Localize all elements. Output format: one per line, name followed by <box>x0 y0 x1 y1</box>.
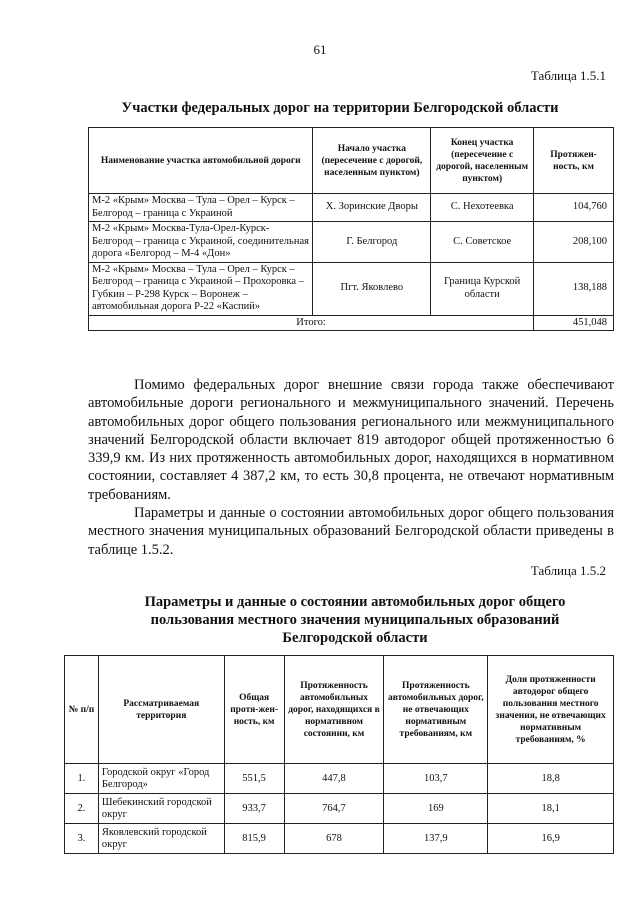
table-1-title: Участки федеральных дорог на территории Белгородской области <box>121 100 559 116</box>
table-cell: 104,760 <box>534 194 614 222</box>
total-label: Итого: <box>89 315 534 331</box>
table-row <box>65 764 614 794</box>
paragraph: Помимо федеральных дорог внешние связи города также обеспечивают автомобильные дороги регионального и межмуниципального значений. Перечень автомобильных дорог общего пользования регионального или межмуниципального значений Белгородской области включает 819 автодорог общей протяженностью 6 339,9 км. Из них протяженность автомобильных дорог, находящихся в нормативном состоянии, составляет 4 387,2 км, то есть 30,8 процента, не отвечают нормативным требованиям. <box>88 377 614 503</box>
table-cell: 208,100 <box>534 222 614 263</box>
table-row <box>89 222 614 263</box>
table-cell: 103,7 <box>384 764 488 794</box>
header-cell: Наименование участка автомобильной дороги <box>89 128 313 194</box>
table-cell: Граница Курской области <box>431 262 534 315</box>
header-cell: Протяженность автомобильных дорог, не отвечающих нормативным требованиям, км <box>384 656 488 764</box>
table-cell: С. Нехотеевка <box>431 194 534 222</box>
header-cell: Общая протя-жен-ность, км <box>224 656 284 764</box>
table-cell: Г. Белгород <box>313 222 431 263</box>
table-cell: 1. <box>65 764 99 794</box>
table-2-title: Параметры и данные о состоянии автомобильных дорог общего пользования местного значения муниципальных образований Белгородской области <box>144 594 566 646</box>
table-cell: М-2 «Крым» Москва-Тула-Орел-Курск-Белгород – граница с Украиной, соединительная дорога «Белгород – М-4 «Дон» <box>89 222 313 263</box>
table-cell: Городской округ «Город Белгород» <box>98 764 224 794</box>
table-cell: 18,8 <box>488 764 614 794</box>
table-1-caption: Таблица 1.5.1 <box>530 68 606 83</box>
federal-roads-table <box>88 127 614 331</box>
header-cell: № п/п <box>65 656 99 764</box>
table-cell: 815,9 <box>224 824 284 854</box>
table-cell: Х. Зоринские Дворы <box>313 194 431 222</box>
header-cell: Начало участка (пересечение с дорогой, населенным пунктом) <box>313 128 431 194</box>
table-cell: 447,8 <box>284 764 384 794</box>
header-cell: Протяженность автомобильных дорог, находящихся в нормативном состоянии, км <box>284 656 384 764</box>
table-cell: 18,1 <box>488 794 614 824</box>
table-cell: С. Советское <box>431 222 534 263</box>
table-cell: Яковлевский городской округ <box>98 824 224 854</box>
municipal-roads-table <box>64 655 614 854</box>
table-cell: 2. <box>65 794 99 824</box>
table-cell: 933,7 <box>224 794 284 824</box>
table-cell: 169 <box>384 794 488 824</box>
table-header-row <box>89 128 614 194</box>
total-value: 451,048 <box>534 315 614 331</box>
table-cell: 551,5 <box>224 764 284 794</box>
header-cell: Рассматриваемая территория <box>98 656 224 764</box>
table-header-row <box>65 656 614 764</box>
table-cell: 764,7 <box>284 794 384 824</box>
table-row <box>65 824 614 854</box>
table-cell: 16,9 <box>488 824 614 854</box>
body-text <box>88 376 614 559</box>
table-cell: 678 <box>284 824 384 854</box>
table-total-row <box>89 315 614 331</box>
table-row <box>65 794 614 824</box>
table-cell: М-2 «Крым» Москва – Тула – Орел – Курск – Белгород – граница с Украиной – Прохоровка – Губкин – Р-298 Курск – Воронеж – автомобильная дорога Р-22 «Каспий» <box>89 262 313 315</box>
table-cell: Пгт. Яковлево <box>313 262 431 315</box>
header-cell: Доля протяженности автодорог общего пользования местного значения, не отвечающих нормативным требованиям, % <box>488 656 614 764</box>
page-number: 61 <box>313 42 327 57</box>
header-cell: Конец участка (пересечение с дорогой, населенным пунктом) <box>431 128 534 194</box>
table-2-caption: Таблица 1.5.2 <box>530 563 606 578</box>
table-cell: Шебекинский городской округ <box>98 794 224 824</box>
table-row <box>89 262 614 315</box>
table-cell: М-2 «Крым» Москва – Тула – Орел – Курск – Белгород – граница с Украиной <box>89 194 313 222</box>
table-row <box>89 194 614 222</box>
table-cell: 137,9 <box>384 824 488 854</box>
table-cell: 138,188 <box>534 262 614 315</box>
table-cell: 3. <box>65 824 99 854</box>
header-cell: Протяжен-ность, км <box>534 128 614 194</box>
paragraph: Параметры и данные о состоянии автомобильных дорог общего пользования местного значения муниципальных образований Белгородской области приведены в таблице 1.5.2. <box>88 505 614 558</box>
